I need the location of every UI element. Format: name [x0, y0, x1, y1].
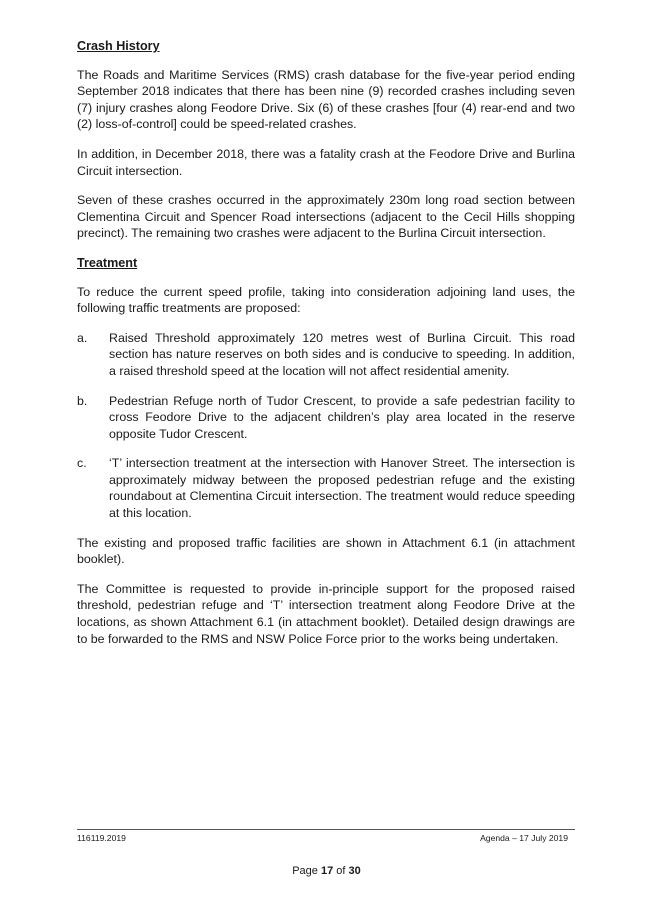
list-item-text: Raised Threshold approximately 120 metres west of Burlina Circuit. This road section has nature reserves on both sides and is conducive to speeding. In addition, a raised threshold speed at the location will not affect residential amenity.: [109, 330, 575, 378]
treatment-list: [77, 330, 575, 522]
treatment-intro: To reduce the current speed profile, taking into consideration adjoining land uses, the following traffic treatments are proposed:: [77, 284, 575, 316]
crash-history-heading: Crash History: [77, 39, 160, 53]
footer-agenda: Agenda – 17 July 2019: [480, 833, 568, 843]
page-of: of: [333, 865, 349, 877]
treatment-heading: Treatment: [77, 255, 138, 270]
treatment-closing-1: The existing and proposed traffic facilities are shown in Attachment 6.1 (in attachment booklet).: [77, 535, 575, 567]
list-marker: b.: [77, 393, 88, 408]
page-prefix: Page: [292, 865, 321, 877]
page-total: 30: [348, 865, 361, 877]
page-number: [0, 864, 653, 878]
document-body: [77, 38, 575, 660]
page-current: 17: [320, 865, 334, 877]
list-marker: a.: [77, 330, 88, 345]
list-marker: c.: [77, 456, 87, 471]
footer-divider: [77, 829, 575, 830]
list-item: [77, 330, 575, 380]
crash-history-paragraph-3: Seven of these crashes occurred in the approximately 230m long road section between Clementina Circuit and Spencer Road intersections (adjacent to the Cecil Hills shopping precinct). The remaining two crashes were adjacent to the Burlina Circuit intersection.: [77, 193, 575, 241]
list-item-text: ‘T’ intersection treatment at the intersection with Hanover Street. The intersection is approximately midway between the proposed pedestrian refuge and the existing roundabout at Clementina Circuit intersection. The treatment would reduce speeding at this location.: [109, 456, 575, 521]
list-item-text: Pedestrian Refuge north of Tudor Crescent, to provide a safe pedestrian facility to cross Feodore Drive to the adjacent children’s play area located in the reserve opposite Tudor Crescent.: [109, 393, 575, 441]
list-item: [77, 455, 575, 521]
crash-history-paragraph-1: The Roads and Maritime Services (RMS) crash database for the five-year period ending September 2018 indicates that there has been nine (9) recorded crashes including seven (7) injury crashes along Feodore Drive. Six (6) of these crashes [four (4) rear-end and two (2) loss-of-control] could be speed-related crashes.: [77, 67, 575, 132]
footer-doc-ref: 116119.2019: [77, 833, 126, 843]
list-item: [77, 393, 575, 443]
treatment-closing-2: The Committee is requested to provide in-principle support for the proposed raised threshold, pedestrian refuge and ‘T’ intersection treatment along Feodore Drive at the locations, as shown Attachment 6.1 (in attachment booklet). Detailed design drawings are to be forwarded to the RMS and NSW Police Force prior to the works being undertaken.: [77, 581, 575, 646]
crash-history-paragraph-2: In addition, in December 2018, there was a fatality crash at the Feodore Drive and Burlina Circuit intersection.: [77, 146, 575, 178]
